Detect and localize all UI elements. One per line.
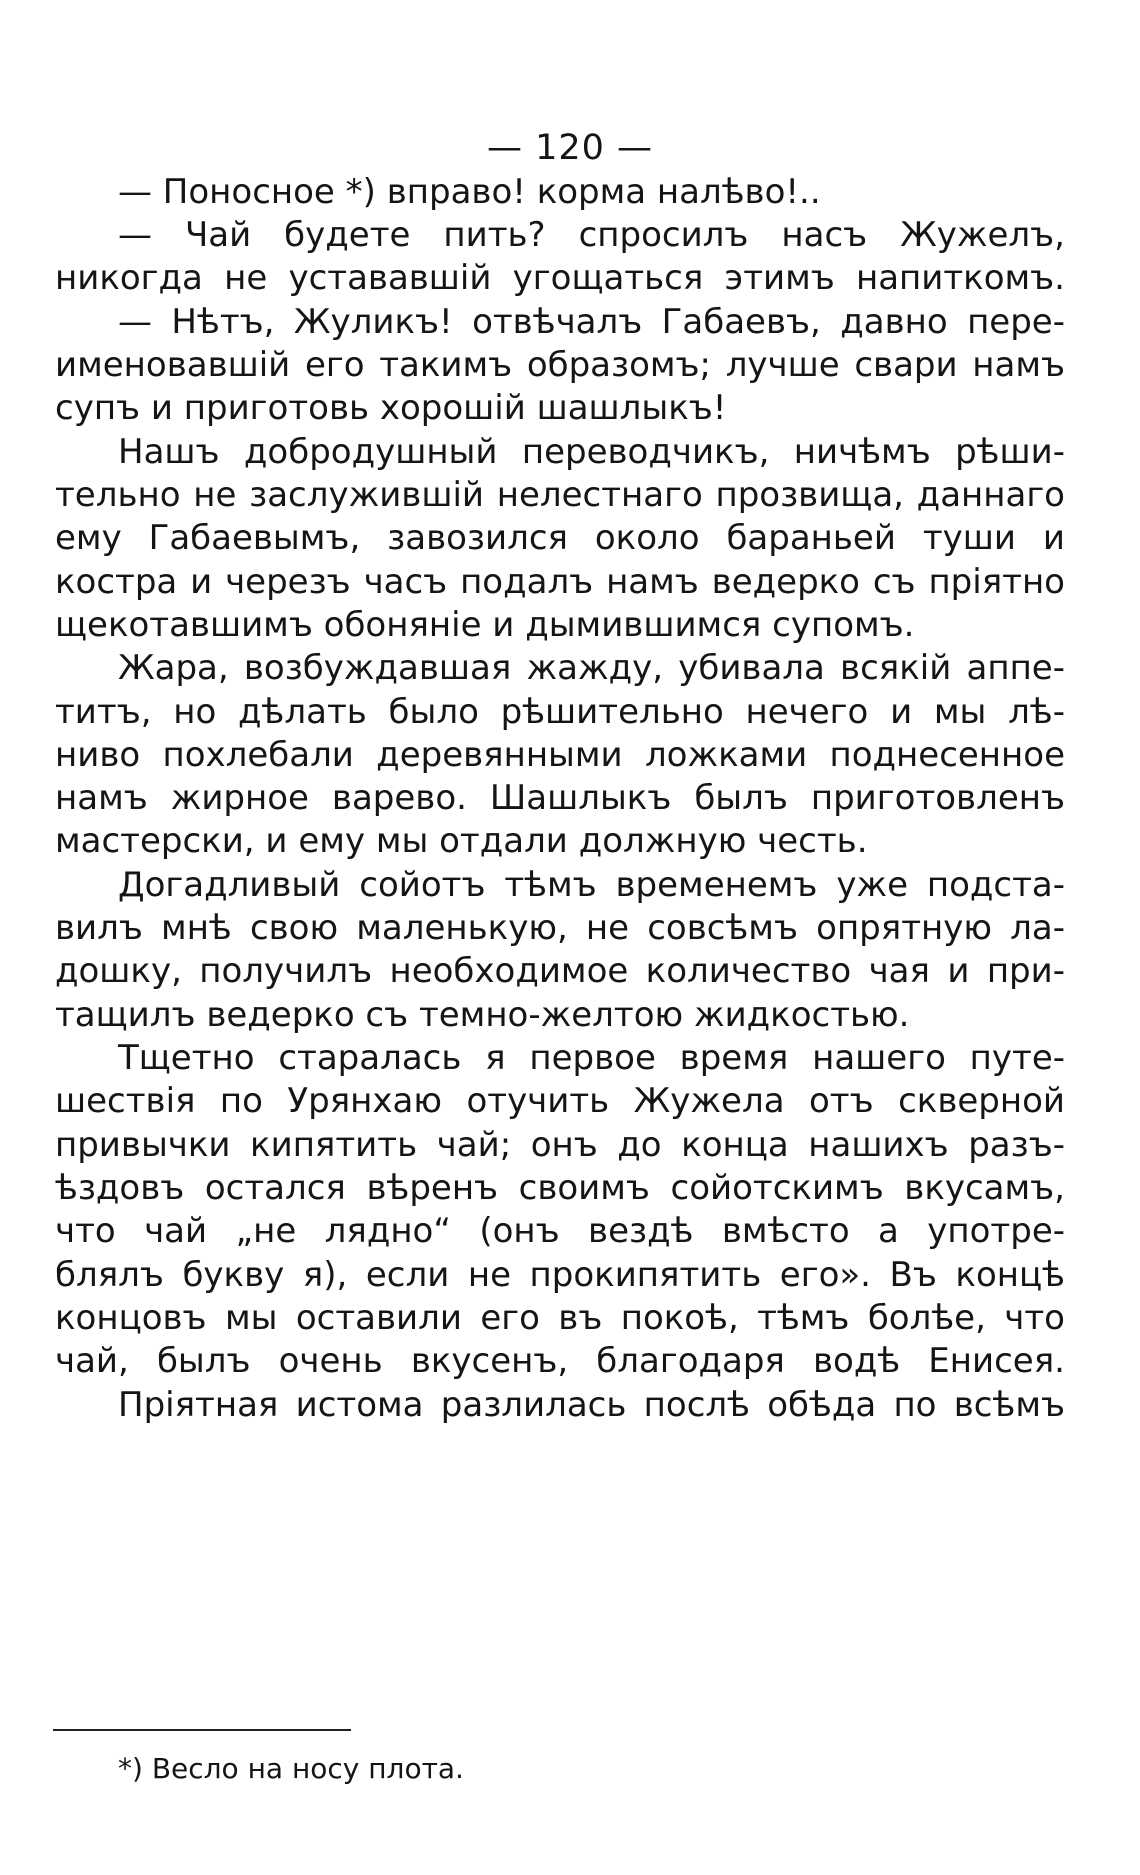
text-line: костра и черезъ часъ подалъ намъ ведерко съ пріятно: [55, 562, 1065, 602]
text-line: что чай „не лядно“ (онъ вездѣ вмѣсто а употре-: [55, 1211, 1065, 1251]
text-line: тельно не заслужившій нелестнаго прозвища, даннаго: [55, 475, 1065, 515]
footnote-divider: [53, 1729, 351, 1731]
text-line: Догадливый сойотъ тѣмъ временемъ уже подста-: [118, 865, 1065, 905]
text-line: дошку, получилъ необходимое количество чая и при-: [55, 951, 1065, 991]
text-line: — Нѣтъ, Жуликъ! отвѣчалъ Габаевъ, давно пере-: [118, 302, 1065, 342]
text-line: супъ и приготовь хорошій шашлыкъ!: [55, 388, 727, 428]
text-line: чай, былъ очень вкусенъ, благодаря водѣ Енисея.: [55, 1341, 1065, 1381]
text-line: Жара, возбуждавшая жажду, убивала всякій аппе-: [118, 648, 1065, 688]
text-line: ниво похлебали деревянными ложками поднесенное: [55, 735, 1065, 775]
text-line: никогда не устававшій угощаться этимъ напиткомъ.: [55, 258, 1065, 298]
text-line: титъ, но дѣлать было рѣшительно нечего и мы лѣ-: [55, 692, 1065, 732]
text-line: мастерски, и ему мы отдали должную честь.: [55, 821, 868, 861]
page-number: — 120 —: [486, 128, 654, 168]
text-line: именовавшій его такимъ образомъ; лучше свари намъ: [55, 345, 1065, 385]
text-line: — Чай будете пить? спросилъ насъ Жужелъ,: [118, 215, 1065, 255]
text-line: привычки кипятить чай; онъ до конца нашихъ разъ-: [55, 1125, 1065, 1165]
text-line: Пріятная истома разлилась послѣ обѣда по всѣмъ: [118, 1385, 1065, 1425]
text-line: шествія по Урянхаю отучить Жужела отъ скверной: [55, 1081, 1065, 1121]
text-line: ему Габаевымъ, завозился около бараньей туши и: [55, 518, 1065, 558]
text-line: Нашъ добродушный переводчикъ, ничѣмъ рѣши-: [118, 432, 1065, 472]
text-line: намъ жирное варево. Шашлыкъ былъ приготовленъ: [55, 778, 1065, 818]
text-line: тащилъ ведерко съ темно-желтою жидкостью.: [55, 995, 910, 1035]
text-line: — Поносное *) вправо! корма налѣво!..: [118, 172, 821, 212]
text-line: Тщетно старалась я первое время нашего путе-: [118, 1038, 1065, 1078]
text-line: концовъ мы оставили его въ покоѣ, тѣмъ болѣе, что: [55, 1298, 1065, 1338]
text-line: щекотавшимъ обоняніе и дымившимся супомъ.: [55, 605, 915, 645]
text-line: ѣздовъ остался вѣренъ своимъ сойотскимъ вкусамъ,: [55, 1168, 1065, 1208]
footnote: *) Весло на носу плота.: [118, 1752, 464, 1785]
text-line: блялъ букву я), если не прокипятить его». Въ концѣ: [55, 1255, 1065, 1295]
text-line: вилъ мнѣ свою маленькую, не совсѣмъ опрятную ла-: [55, 908, 1065, 948]
